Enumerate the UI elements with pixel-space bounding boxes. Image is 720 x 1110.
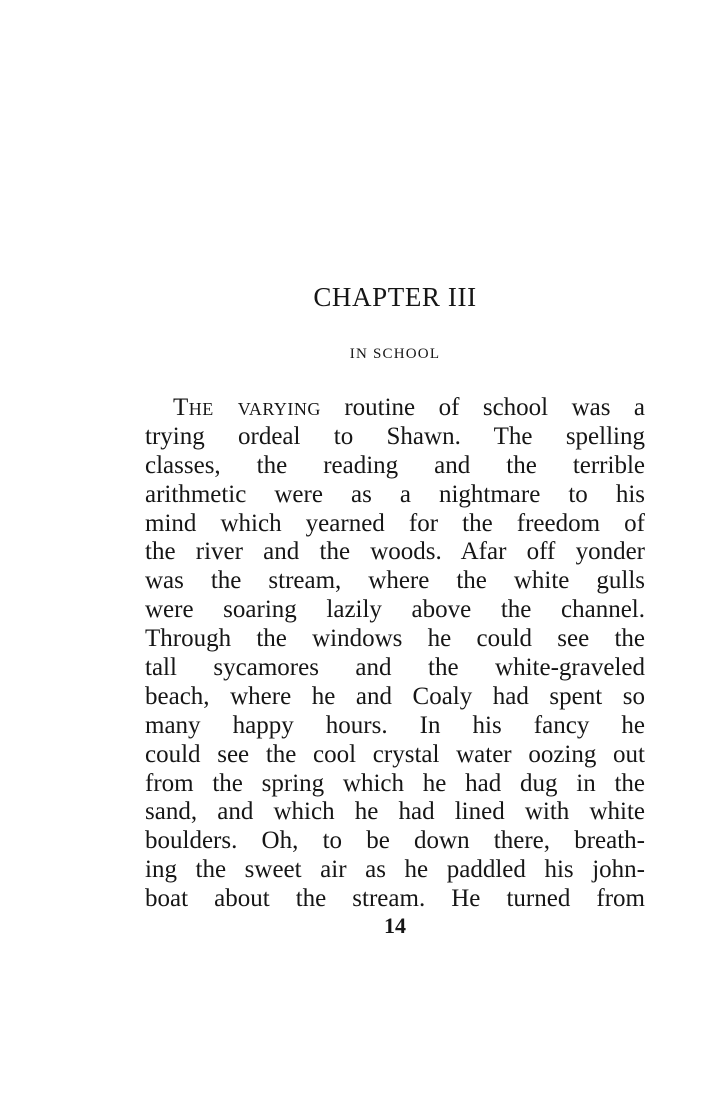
text-line: could see the cool crystal water oozing out xyxy=(145,740,645,768)
page-number: 14 xyxy=(384,913,406,938)
text-line: was the stream, where the white gulls xyxy=(145,567,645,595)
chapter-subtitle: IN SCHOOL xyxy=(349,346,441,362)
text-line-content: routine of school was a xyxy=(320,394,645,421)
text-line: boat about the stream. He turned from xyxy=(145,885,645,913)
text-line: tall sycamores and the white-graveled xyxy=(145,654,645,682)
text-line: the river and the woods. Afar off yonder xyxy=(145,538,645,566)
text-line: Through the windows he could see the xyxy=(145,625,645,653)
chapter-heading: CHAPTER III xyxy=(313,282,477,312)
text-line: arithmetic were as a nightmare to his xyxy=(145,480,645,508)
text-line: were soaring lazily above the channel. xyxy=(145,596,645,624)
text-line: beach, where he and Coaly had spent so xyxy=(145,682,645,710)
text-line: ing the sweet air as he paddled his john- xyxy=(145,856,645,884)
opening-small-caps: The varying xyxy=(173,394,321,421)
body-paragraph xyxy=(145,394,645,914)
text-line: sand, and which he had lined with white xyxy=(145,798,645,826)
text-line: mind which yearned for the freedom of xyxy=(145,509,645,537)
text-line: from the spring which he had dug in the xyxy=(145,769,645,797)
text-line: trying ordeal to Shawn. The spelling xyxy=(145,422,645,450)
text-line: boulders. Oh, to be down there, breath- xyxy=(145,827,645,855)
text-line xyxy=(145,394,645,423)
text-line: many happy hours. In his fancy he xyxy=(145,711,645,739)
text-line: classes, the reading and the terrible xyxy=(145,451,645,479)
